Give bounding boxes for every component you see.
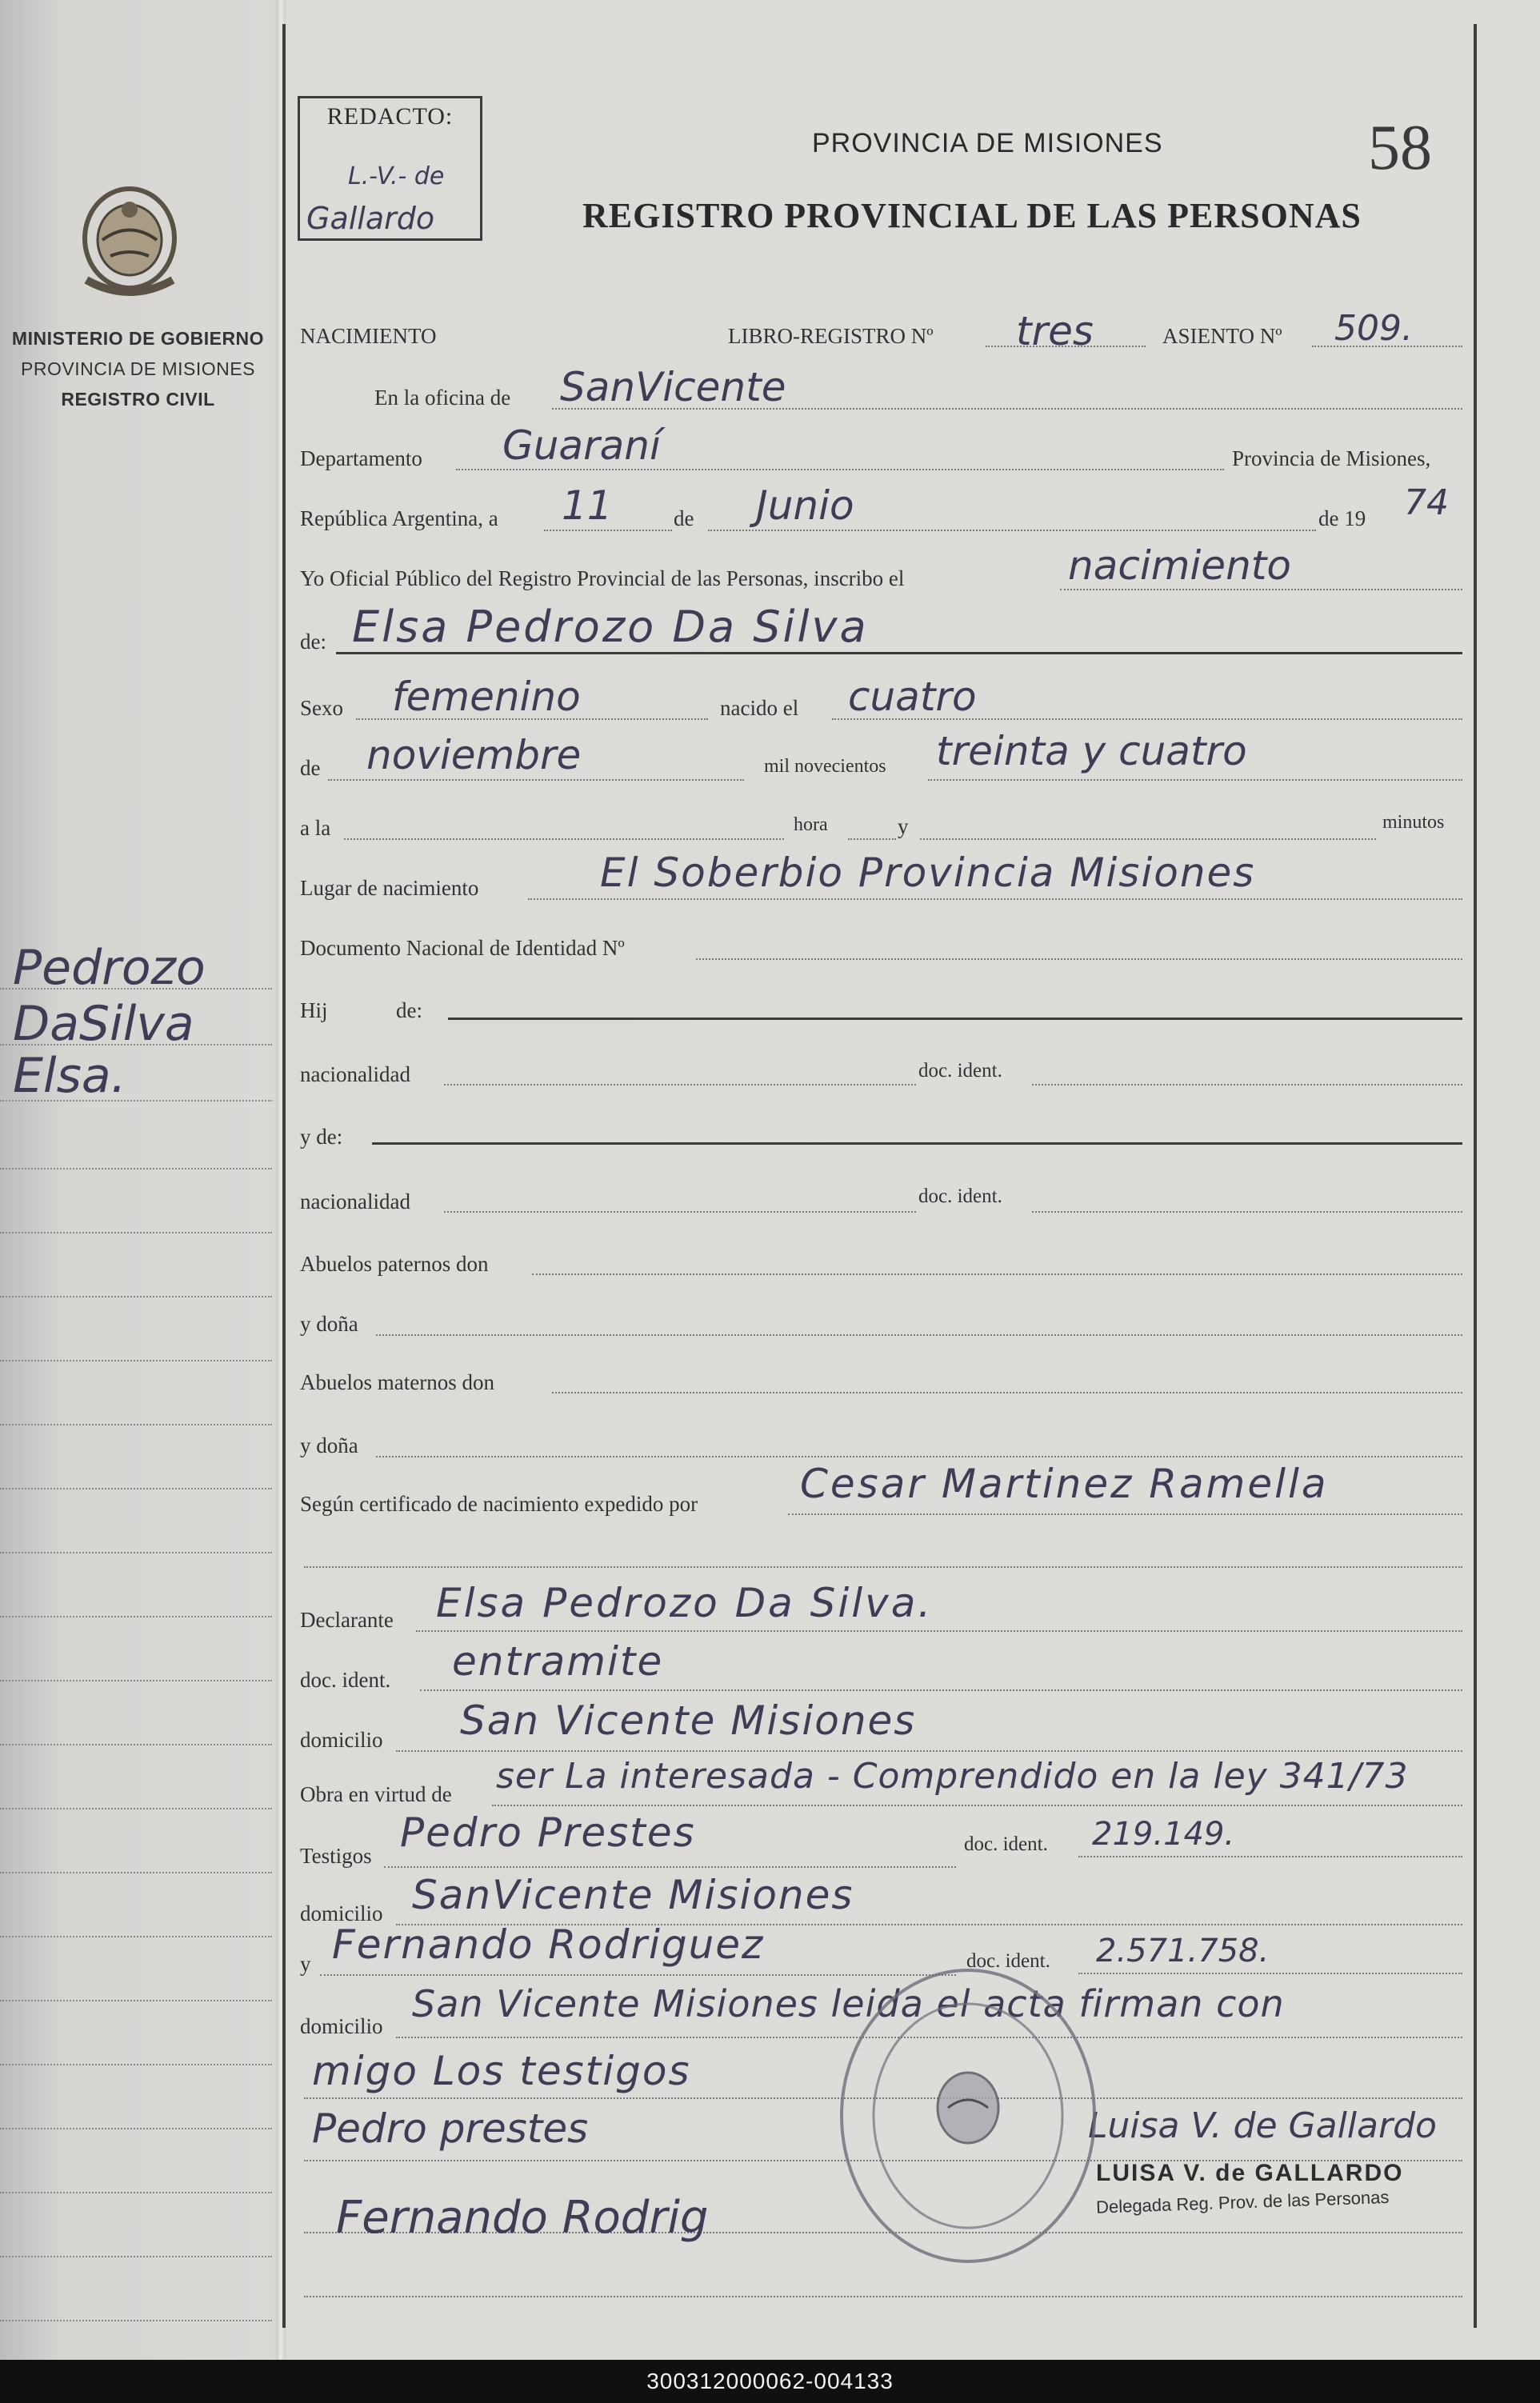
declarante-label: Declarante — [300, 1608, 394, 1632]
republica-label: República Argentina, a — [300, 506, 498, 530]
firma-oficial-value: Luisa V. de Gallardo — [1088, 2105, 1437, 2146]
abuelos-paternos-label: Abuelos paternos don — [300, 1252, 489, 1276]
mes2-value: noviembre — [366, 732, 582, 778]
abuelos-maternos-label: Abuelos maternos don — [300, 1370, 494, 1394]
sexo-value: femenino — [392, 674, 581, 720]
obra-line — [492, 1805, 1462, 1806]
margin-ruled-line — [0, 2064, 272, 2065]
segun-label: Según certificado de nacimiento expedido por — [300, 1492, 698, 1516]
nacido-value: cuatro — [848, 674, 977, 720]
departamento-value: Guaraní — [502, 422, 661, 469]
testigo2-doc-line — [1078, 1973, 1462, 1974]
y-label: y — [898, 814, 909, 838]
testigo1-doc-value: 219.149. — [1092, 1816, 1235, 1853]
document-code-footer: 300312000062-004133 — [0, 2360, 1540, 2403]
sidebar-province: PROVINCIA DE MISIONES — [21, 358, 255, 379]
dia-value: 11 — [562, 482, 613, 529]
nacionalidad-label: nacionalidad — [300, 1062, 410, 1086]
doc-ident2-label: doc. ident. — [918, 1186, 1002, 1207]
yde-line — [372, 1142, 1462, 1145]
dia-line — [544, 530, 672, 531]
mes2-line — [328, 779, 744, 781]
ydona-paternos-line — [376, 1334, 1462, 1336]
yde-label: y de: — [300, 1125, 343, 1149]
official-stamp — [836, 1964, 1100, 2268]
abuelos-maternos-line — [552, 1392, 1462, 1393]
domicilio3-value: San Vicente Misiones leida el acta firman con — [412, 1982, 1285, 2025]
nombre-value: Elsa Pedrozo Da Silva — [352, 602, 869, 652]
sidebar-registry: REGISTRO CIVIL — [61, 389, 215, 410]
redacto-initials: L.-V.- de — [348, 162, 445, 190]
signatory-title: Delegada Reg. Prov. de las Personas — [1095, 2186, 1390, 2217]
anio-value: 74 — [1404, 482, 1449, 523]
coat-of-arms-emblem — [70, 176, 189, 304]
mil-line — [928, 779, 1462, 781]
departamento-line — [456, 469, 1224, 470]
testigos-label: Testigos — [300, 1844, 372, 1868]
domicilio2-label: domicilio — [300, 1901, 383, 1925]
signatory-name: LUISA V. de GALLARDO — [1096, 2160, 1404, 2186]
margin-ruled-line — [0, 2000, 272, 2001]
nombre-line — [336, 652, 1462, 654]
cont1-value: migo Los testigos — [312, 2048, 691, 2094]
asiento-label: ASIENTO Nº — [1162, 324, 1282, 348]
margin-ruled-line — [0, 1616, 272, 1617]
domicilio3-label: domicilio — [300, 2014, 383, 2038]
doc-ident-label: doc. ident. — [918, 1060, 1002, 1082]
oficina-label: En la oficina de — [374, 386, 511, 410]
domicilio-line — [396, 1750, 1462, 1752]
domicilio2-value: SanVicente Misiones — [412, 1872, 854, 1918]
inscribo-value: nacimiento — [1068, 542, 1291, 589]
hij-label: Hij — [300, 998, 328, 1022]
margin-ruled-line — [0, 1360, 272, 1361]
margin-ruled-line — [0, 2192, 272, 2193]
testigo2-doc-label: doc. ident. — [966, 1950, 1050, 1972]
departamento-label: Departamento — [300, 446, 422, 470]
provincia-suffix: Provincia de Misiones, — [1232, 446, 1431, 470]
margin-ruled-line — [0, 1872, 272, 1873]
oficina-value: SanVicente — [560, 364, 786, 410]
doc-ident2-line — [1032, 1211, 1462, 1213]
redacto-label: REDACTO: — [326, 103, 454, 130]
declarante-line — [416, 1630, 1462, 1632]
domicilio-label: domicilio — [300, 1728, 383, 1752]
signature-block — [1095, 2160, 1404, 2217]
right-border-line — [1474, 24, 1477, 2328]
mes-line — [708, 530, 1316, 531]
minutos-label: minutos — [1382, 812, 1445, 833]
margin-ruled-line — [0, 1044, 272, 1046]
page-number: 58 — [1368, 113, 1432, 183]
cont-line4 — [304, 2296, 1462, 2297]
margin-ruled-line — [0, 1488, 272, 1489]
redacto-box — [298, 96, 482, 241]
ydona-paternos-label: y doña — [300, 1312, 358, 1336]
y-testigo-label: y — [300, 1952, 311, 1976]
margin-ruled-line — [0, 2320, 272, 2321]
testigo1-doc-label: doc. ident. — [964, 1833, 1048, 1855]
margin-ruled-line — [0, 1680, 272, 1681]
testigo2-doc-value: 2.571.758. — [1096, 1933, 1270, 1969]
registry-title: REGISTRO PROVINCIAL DE LAS PERSONAS — [582, 196, 1362, 235]
lugar-line — [528, 898, 1462, 900]
margin-ruled-line — [0, 1168, 272, 1170]
nacimiento-label: NACIMIENTO — [300, 324, 437, 348]
margin-ruled-line — [0, 1424, 272, 1425]
nombre-label: de: — [300, 630, 326, 654]
doc-ident-line — [1032, 1084, 1462, 1086]
nacionalidad2-label: nacionalidad — [300, 1190, 410, 1213]
mil-value: treinta y cuatro — [936, 728, 1247, 774]
lugar-value: El Soberbio Provincia Misiones — [600, 850, 1256, 896]
sidebar-ministry: MINISTERIO DE GOBIERNO — [11, 328, 265, 349]
dni-line — [696, 958, 1462, 960]
ydona-maternos-line — [376, 1456, 1462, 1457]
left-border-line — [282, 24, 286, 2328]
margin-note-line3: Elsa. — [13, 1048, 126, 1104]
hij-line — [448, 1018, 1462, 1020]
margin-ruled-line — [0, 1100, 272, 1102]
asiento-value: 509. — [1334, 308, 1413, 349]
declarante-value: Elsa Pedrozo Da Silva. — [436, 1580, 934, 1626]
de2-label: de — [300, 756, 321, 780]
testigo2-value: Fernando Rodriguez — [332, 1921, 765, 1968]
anio-label: de 19 — [1318, 506, 1366, 530]
inscribo-line — [1060, 589, 1462, 590]
libro-label: LIBRO-REGISTRO Nº — [728, 324, 934, 348]
margin-ruled-line — [0, 1552, 272, 1553]
margin-ruled-line — [0, 2256, 272, 2257]
margin-ruled-line — [0, 1744, 272, 1745]
margin-ruled-line — [0, 1936, 272, 1937]
firma2-value: Fernando Rodrig — [336, 2192, 709, 2244]
nacido-label: nacido el — [720, 696, 799, 720]
margin-ruled-line — [0, 1296, 272, 1297]
testigo1-line — [384, 1866, 956, 1868]
margin-ruled-line — [0, 1232, 272, 1233]
lugar-label: Lugar de nacimiento — [300, 876, 479, 900]
ala-line — [344, 838, 784, 840]
margin-ruled-line — [0, 2128, 272, 2129]
obra-label: Obra en virtud de — [300, 1782, 452, 1806]
hij-de-label: de: — [396, 998, 422, 1022]
obra-value: ser La interesada - Comprendido en la ley 341/73 — [496, 1756, 1409, 1797]
oficial-label: Yo Oficial Público del Registro Provincial de las Personas, inscribo el — [300, 566, 905, 590]
ala-label: a la — [300, 816, 331, 840]
abuelos-paternos-line — [532, 1273, 1462, 1275]
mes-value: Junio — [756, 482, 854, 529]
segun-value: Cesar Martinez Ramella — [800, 1461, 1329, 1507]
docident2-label: doc. ident. — [300, 1668, 391, 1692]
nacionalidad2-line — [444, 1211, 916, 1213]
mil-label: mil novecientos — [764, 756, 886, 777]
segun-line — [788, 1513, 1462, 1515]
docident2-value: entramite — [452, 1638, 664, 1685]
testigo1-doc-line — [1078, 1856, 1462, 1857]
libro-value: tres — [1016, 308, 1094, 354]
docident2-line — [420, 1689, 1462, 1691]
testigo1-value: Pedro Prestes — [400, 1809, 696, 1856]
firma1-value: Pedro prestes — [312, 2105, 589, 2152]
margin-note-line1: Pedrozo — [13, 940, 206, 996]
de-label: de — [674, 506, 694, 530]
hora-line — [848, 838, 896, 840]
margin-note-line2: DaSilva — [13, 996, 194, 1052]
redacto-name: Gallardo — [306, 201, 435, 236]
margin-ruled-line — [0, 1808, 272, 1809]
ydona-maternos-label: y doña — [300, 1433, 358, 1457]
nacionalidad-line — [444, 1084, 916, 1086]
province-heading: PROVINCIA DE MISIONES — [812, 128, 1163, 158]
dni-label: Documento Nacional de Identidad Nº — [300, 936, 625, 960]
domicilio-value: San Vicente Misiones — [460, 1697, 917, 1744]
sexo-label: Sexo — [300, 696, 343, 720]
segun-line2 — [304, 1566, 1462, 1568]
hora-label: hora — [794, 814, 828, 835]
minutos-line — [920, 838, 1376, 840]
margin-ruled-line — [0, 988, 272, 990]
